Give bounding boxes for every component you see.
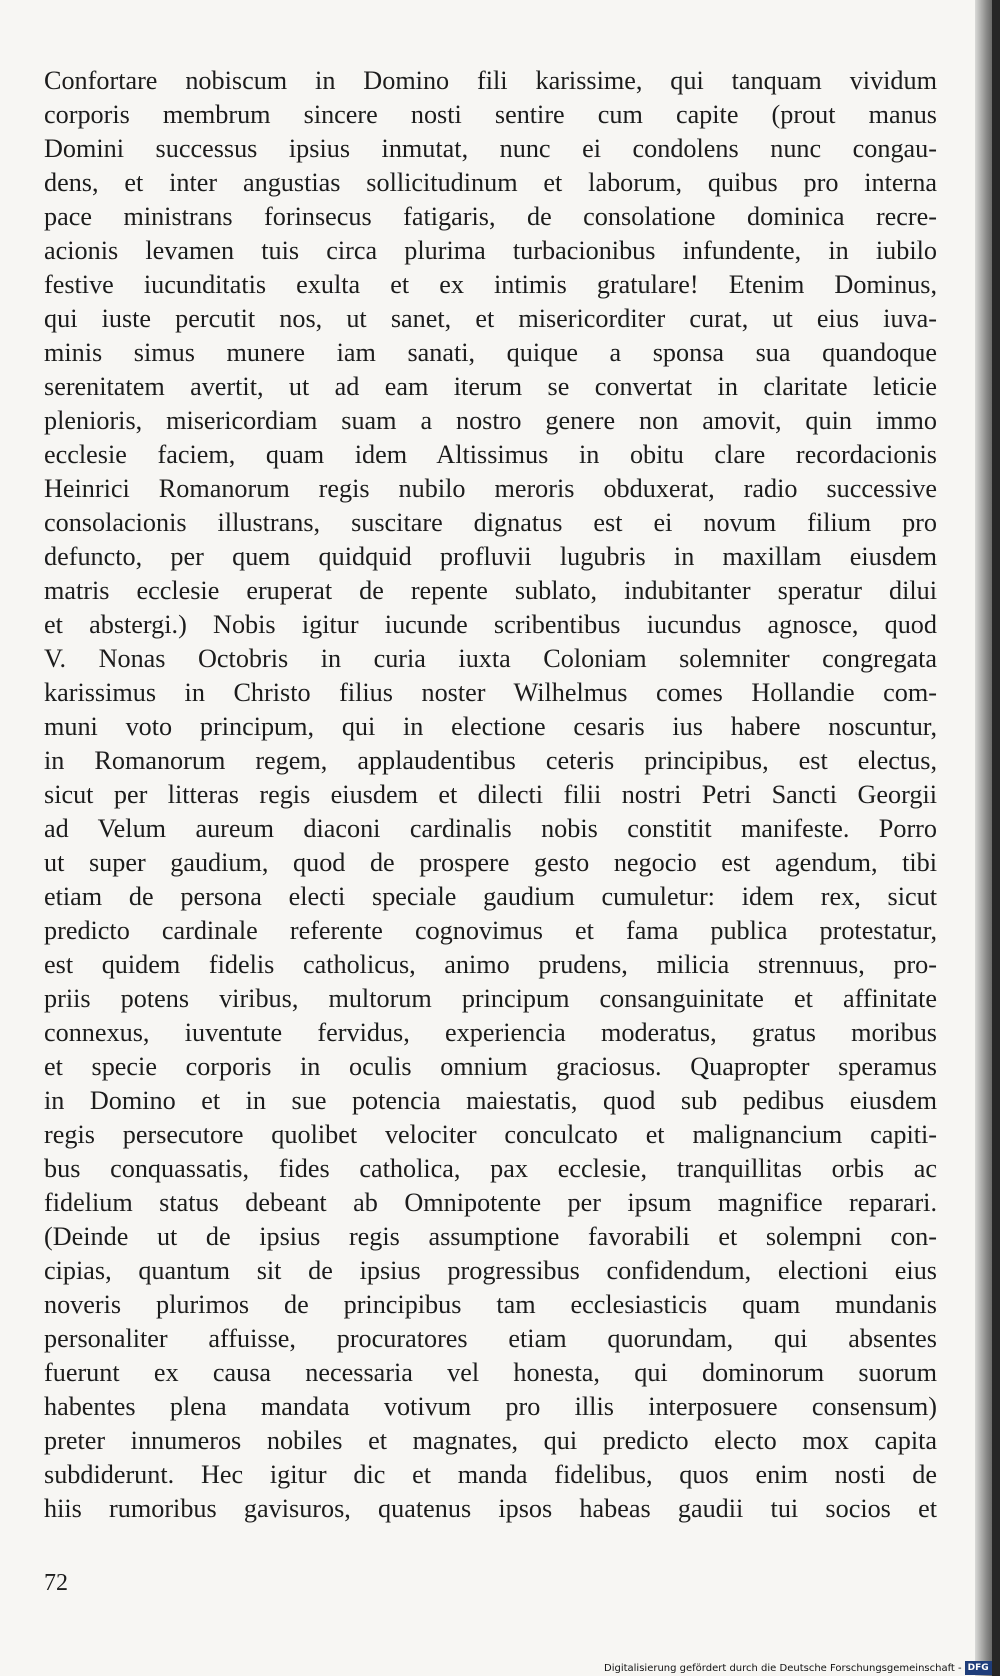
digitization-footer: [604, 1660, 992, 1676]
text-line: festive iucunditatis exulta et ex intimis gratulare! Etenim Dominus,: [44, 270, 937, 299]
text-line: fidelium status debeant ab Omnipotente per ipsum magnifice reparari.: [44, 1188, 937, 1217]
text-line: karissimus in Christo filius noster Wilhelmus comes Hollandie com-: [44, 678, 937, 707]
footer-credit: Digitalisierung gefördert durch die Deutsche Forschungsgemeinschaft -: [604, 1662, 962, 1674]
text-line: corporis membrum sincere nosti sentire cum capite (prout manus: [44, 100, 937, 129]
body-text: [44, 64, 937, 1526]
text-line: predicto cardinale referente cognovimus et fama publica protestatur,: [44, 916, 937, 945]
text-line: defuncto, per quem quidquid profluvii lugubris in maxillam eiusdem: [44, 542, 937, 571]
text-line: muni voto principum, qui in electione cesaris ius habere noscuntur,: [44, 712, 937, 741]
page-edge: [992, 0, 1000, 1676]
text-line: ut super gaudium, quod de prospere gesto negocio est agendum, tibi: [44, 848, 937, 877]
text-line: ecclesie faciem, quam idem Altissimus in obitu clare recordacionis: [44, 440, 937, 469]
text-line: et specie corporis in oculis omnium graciosus. Quapropter speramus: [44, 1052, 937, 1081]
text-line: etiam de persona electi speciale gaudium cumuletur: idem rex, sicut: [44, 882, 937, 911]
text-line: bus conquassatis, fides catholica, pax ecclesie, tranquillitas orbis ac: [44, 1154, 937, 1183]
text-line: matris ecclesie eruperat de repente sublato, indubitanter speratur dilui: [44, 576, 937, 605]
text-line: Domini successus ipsius inmutat, nunc ei condolens nunc congau-: [44, 134, 937, 163]
text-line: (Deinde ut de ipsius regis assumptione favorabili et solempni con-: [44, 1222, 937, 1251]
text-line: consolacionis illustrans, suscitare dignatus est ei novum filium pro: [44, 508, 937, 537]
text-line: ad Velum aureum diaconi cardinalis nobis constitit manifeste. Porro: [44, 814, 937, 843]
text-line: habentes plena mandata votivum pro illis interposuere consensum): [44, 1392, 937, 1421]
text-line: fuerunt ex causa necessaria vel honesta, qui dominorum suorum: [44, 1358, 937, 1387]
text-line: sicut per litteras regis eiusdem et dilecti filii nostri Petri Sancti Georgii: [44, 780, 937, 809]
text-line: connexus, iuventute fervidus, experiencia moderatus, gratus moribus: [44, 1018, 937, 1047]
text-line: plenioris, misericordiam suam a nostro genere non amovit, quin immo: [44, 406, 937, 435]
text-line: noveris plurimos de principibus tam ecclesiasticis quam mundanis: [44, 1290, 937, 1319]
text-line: cipias, quantum sit de ipsius progressibus confidendum, electioni eius: [44, 1256, 937, 1285]
text-line: est quidem fidelis catholicus, animo prudens, milicia strennuus, pro-: [44, 950, 937, 979]
dfg-logo: DFG: [965, 1661, 992, 1675]
text-line: dens, et inter angustias sollicitudinum et laborum, quibus pro interna: [44, 168, 937, 197]
text-line: in Romanorum regem, applaudentibus ceteris principibus, est electus,: [44, 746, 937, 775]
page-number: 72: [44, 1570, 68, 1596]
text-line: Heinrici Romanorum regis nubilo meroris obduxerat, radio successive: [44, 474, 937, 503]
text-line: pace ministrans forinsecus fatigaris, de consolatione dominica recre-: [44, 202, 937, 231]
text-line: personaliter affuisse, procuratores etiam quorundam, qui absentes: [44, 1324, 937, 1353]
text-line: hiis rumoribus gavisuros, quatenus ipsos habeas gaudii tui socios et: [44, 1494, 937, 1523]
text-line: et abstergi.) Nobis igitur iucunde scribentibus iucundus agnosce, quod: [44, 610, 937, 639]
text-line: regis persecutore quolibet velociter conculcato et malignancium capiti-: [44, 1120, 937, 1149]
text-line: priis potens viribus, multorum principum consanguinitate et affinitate: [44, 984, 937, 1013]
text-line: serenitatem avertit, ut ad eam iterum se convertat in claritate leticie: [44, 372, 937, 401]
text-line: qui iuste percutit nos, ut sanet, et misericorditer curat, ut eius iuva-: [44, 304, 937, 333]
text-line: minis simus munere iam sanati, quique a sponsa sua quandoque: [44, 338, 937, 367]
text-line: in Domino et in sue potencia maiestatis, quod sub pedibus eiusdem: [44, 1086, 937, 1115]
text-line: subdiderunt. Hec igitur dic et manda fidelibus, quos enim nosti de: [44, 1460, 937, 1489]
text-line: preter innumeros nobiles et magnates, qui predicto electo mox capita: [44, 1426, 937, 1455]
text-line: Confortare nobiscum in Domino fili karissime, qui tanquam vividum: [44, 66, 937, 95]
text-line: acionis levamen tuis circa plurima turbacionibus infundente, in iubilo: [44, 236, 937, 265]
text-line: V. Nonas Octobris in curia iuxta Coloniam solemniter congregata: [44, 644, 937, 673]
